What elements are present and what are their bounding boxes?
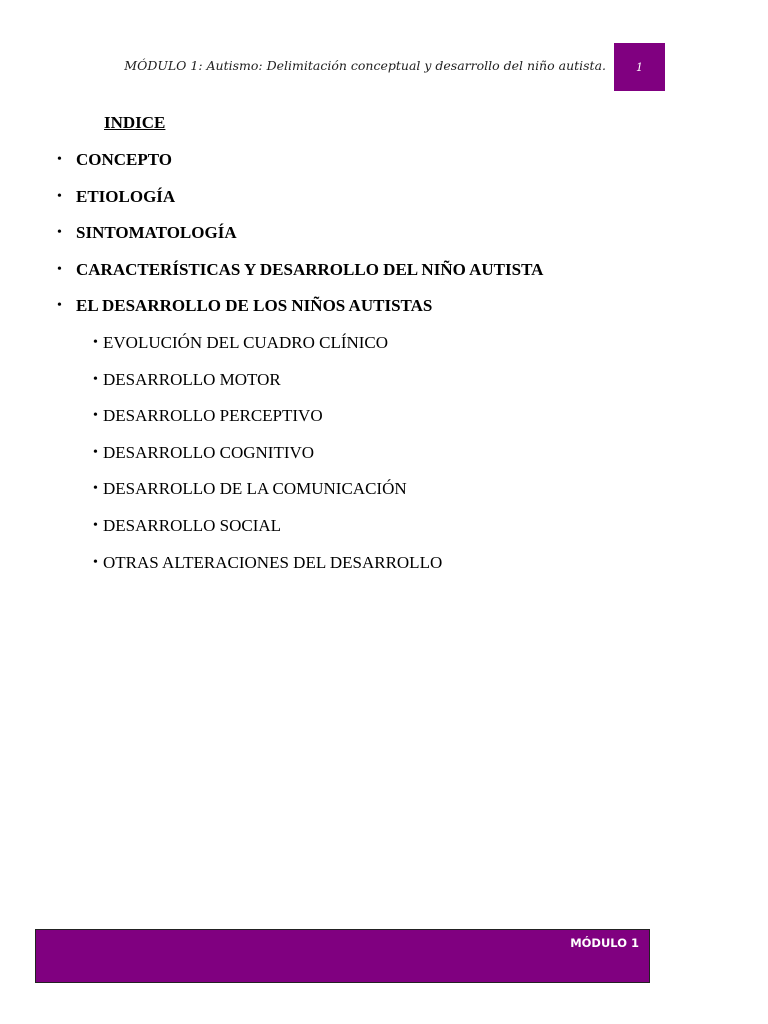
index-item-label: OTRAS ALTERACIONES DEL DESARROLLO: [103, 553, 443, 572]
index-item-label: EVOLUCIÓN DEL CUADRO CLÍNICO: [103, 333, 389, 352]
header-title: MÓDULO 1: Autismo: Delimitación conceptual y desarrollo del niño autista.: [124, 58, 606, 73]
index-item-label: CONCEPTO: [76, 150, 173, 169]
bullet-icon: •: [57, 225, 62, 240]
index-item-label: ETIOLOGÍA: [76, 187, 176, 206]
bullet-icon: •: [57, 262, 62, 277]
bullet-icon: •: [93, 372, 98, 387]
index-item-label: DESARROLLO PERCEPTIVO: [103, 406, 323, 425]
bullet-icon: •: [57, 189, 62, 204]
index-item-label: DESARROLLO DE LA COMUNICACIÓN: [103, 479, 407, 498]
bullet-icon: •: [57, 152, 62, 167]
footer-label: MÓDULO 1: [570, 936, 639, 950]
page-number: 1: [636, 60, 643, 74]
index-item-label: CARACTERÍSTICAS Y DESARROLLO DEL NIÑO AUTISTA: [76, 260, 544, 279]
bullet-icon: •: [93, 481, 98, 496]
bullet-icon: •: [57, 298, 62, 313]
index-item-label: SINTOMATOLOGÍA: [76, 223, 237, 242]
page-number-badge: [614, 43, 665, 91]
bullet-icon: •: [93, 555, 98, 570]
index-item-label: EL DESARROLLO DE LOS NIÑOS AUTISTAS: [76, 296, 433, 315]
index-item-label: DESARROLLO COGNITIVO: [103, 443, 315, 462]
bullet-icon: •: [93, 335, 98, 350]
bullet-icon: •: [93, 408, 98, 423]
index-title: INDICE: [104, 113, 166, 132]
index-item-label: DESARROLLO MOTOR: [103, 370, 281, 389]
bullet-icon: •: [93, 445, 98, 460]
index-item-label: DESARROLLO SOCIAL: [103, 516, 282, 535]
footer-bar: [35, 929, 650, 983]
bullet-icon: •: [93, 518, 98, 533]
